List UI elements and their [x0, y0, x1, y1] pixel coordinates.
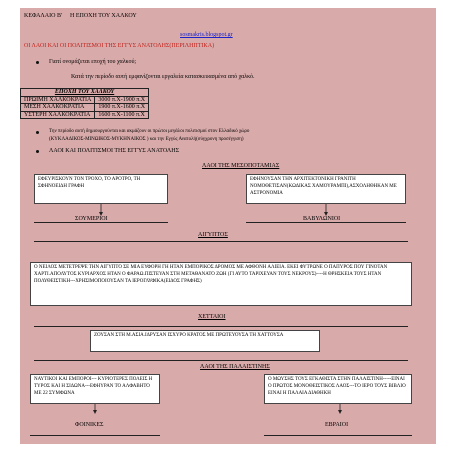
- sumerians-label: ΣΟΥΜΕΡΙΟΙ: [75, 216, 108, 222]
- egypt-box: Ο ΝΕΙΛΟΣ ΜΕΤΕΤΡΕΨΕ ΤΗΝ ΑΙΓΥΠΤΟ ΣΕ ΜΙΑ ΕΥΦΟΡΗ ΓΗ ΗΤΑΝ ΕΜΠΟΡΙΚΟΣ ΔΡΟΜΟΣ ΜΕ ΑΦΘΟΝΗ ΑΛΙΕΙΑ. ΕΚΕΙ ΦΥΤΡΩΝΕ Ο ΠΑΠΥΡΟΣ ΠΟΥ ΓΙΝΟΤΑΝ ΧΑΡΤΙ.ΑΠΟΛΥΤΟΣ ΚΥΡΙΑΡΧΟΣ ΗΤΑΝ Ο ΦΑΡΑΩ.ΠΙΣΤΕΥΑΝ ΣΤΗ ΜΕΤΑΘΑΝΑΤΟ ΖΩΗ (ΓΙ ΑΥΤΟ ΤΑΡΙΧΕΥΑΝ ΤΟΥΣ ΝΕΚΡΟΥΣ)----Η ΘΡΗΣΚΕΙΑ ΤΟΥΣ ΗΤΑΝ ΠΟΛΥΘΕΙΣΤΙΚΗ---ΧΡΗΣΙΜΟΠΟΙΟΥΣΑΝ ΤΑ ΙΕΡΟΓΛΥΦΙΚΑ(ΕΙΔΟΣ ΓΡΑΦΗΣ): [30, 262, 412, 306]
- era-range: 1900 π.Χ-1600 π.Χ: [95, 104, 149, 112]
- divider: [246, 222, 406, 223]
- era-table-heading: ΕΠΟΧΗ ΤΟΥ ΧΑΛΚΟΥ: [21, 89, 149, 97]
- civilizations-text-line1: Την περίοδο αυτή δημιουργούνται και ακμάζουν οι πρώτοι μεγάλοι πολιτισμοί στον Ελλαδικό χώρο: [49, 129, 250, 134]
- divider: [34, 326, 408, 327]
- babylonians-label: ΒΑΒΥΛΩΝΙΟΙ: [303, 216, 341, 222]
- divider: [34, 360, 408, 361]
- divider: [30, 435, 160, 436]
- hebrews-box: Ο ΜΩΥΣΗΣ ΤΟΥΣ ΕΓΚΑΘΙΣΤΑ ΣΤΗΝ ΠΑΛΑΙΣΤΙΝΗ-----ΕΙΝΑΙ Ο ΠΡΩΤΟΣ ΜΟΝΟΘΕΙΣΤΙΚΟΣ ΛΑΟΣ---ΤΟ ΙΕΡΟ ΤΟΥΣ ΒΙΒΛΙΟ ΕΙΝΑΙ Η ΠΑΛΑΙΑ ΔΙΑΘΗΚΗ: [264, 374, 412, 404]
- peoples-heading: ΛΑΟΙ ΚΑΙ ΠΟΛΙΤΙΣΜΟΙ ΤΗΣ ΕΓΓΥΣ ΑΝΑΤΟΛΗΣ: [49, 148, 180, 154]
- civilizations-text-line2: (ΚΥΚΛΑΔΙΚΟΣ-ΜΙΝΩΙΚΟΣ-ΜΥΚΗΝΑΙΚΟΣ ) και την Εγγύς Ανατολή(σύγχρονη προσέγγιση): [49, 137, 244, 142]
- section-title: ΟΙ ΛΑΟΙ ΚΑΙ ΟΙ ΠΟΛΙΤΙΣΜΟΙ ΤΗΣ ΕΓΓΥΣ ΑΝΑΤΟΛΗΣ(ΠΕΡΙΛΗΠΤΙΚΑ): [24, 43, 215, 49]
- era-name: ΠΡΩΙΜΗ ΧΑΛΚΟΚΡΑΤΙΑ: [21, 96, 95, 104]
- egypt-title: ΑΙΓΥΠΤΟΣ: [198, 232, 228, 238]
- sumerians-box: ΕΦΕΥΡΙΣΚΟΥΝ ΤΟΝ ΤΡΟΧΟ, ΤΟ ΑΡΟΤΡΟ, ΤΗ ΣΦΗΝΟΕΙΔΗ ΓΡΑΦΗ: [34, 174, 168, 204]
- site-link[interactable]: sosmakris.blogspot.gr: [180, 32, 233, 38]
- divider: [34, 241, 408, 242]
- intro-question: Γιατί ονομάζεται εποχή του χαλκού;: [49, 59, 137, 65]
- chapter-label: ΚΕΦΑΛΑΙΟ Β': [24, 13, 63, 19]
- hittites-box: ΖΟΥΣΑΝ ΣΤΗ Μ.ΑΣΙΑ.ΙΔΡΥΣΑΝ ΙΣΧΥΡΟ ΚΡΑΤΟΣ ΜΕ ΠΡΩΤΕΥΟΥΣΑ ΤΗ ΧΑΤΤΟΥΣΑ: [90, 330, 320, 352]
- divider: [264, 435, 412, 436]
- hittites-title: ΧΕΤΤΑΙΟΙ: [198, 314, 226, 320]
- divider: [34, 222, 168, 223]
- era-name: ΥΣΤΕΡΗ ΧΑΛΚΟΚΡΑΤΙΑ: [21, 111, 95, 119]
- era-range: 1600 π.Χ-1100 π.Χ: [95, 111, 149, 119]
- babylonians-box: ΕΦΗΝΟΥΣΑΝ ΤΗΝ ΑΡΧΙΤΕΚΤΟΝΙΚΗ ΓΡΑΝΙΤΗ ΝΟΜΟΘΕΤΙΣΑΝ(ΚΩΔΙΚΑΣ ΧΑΜΟΥΡΑΜΠΙ),ΑΣΧΟΛΗΘΗΚΑΝ ΜΕ ΑΣΤΡΟΝΟΜΙΑ: [246, 174, 406, 204]
- phoenicians-box: ΝΑΥΤΙΚΟΙ ΚΑΙ ΕΜΠΟΡΟΙ--- ΚΥΡΙΟΤΕΡΕΣ ΠΟΛΕΙΣ Η ΤΥΡΟΣ ΚΑΙ Η ΣΙΔΩΝΑ---ΕΦΗΥΡΑΝ ΤΟ ΑΛΦΑΒΗΤΟ ΜΕ 22 ΣΥΜΦΩΝΑ: [30, 374, 160, 404]
- era-name: ΜΕΣΗ ΧΑΛΚΟΚΡΑΤΙΑ: [21, 104, 95, 112]
- chapter-title: Η ΕΠΟΧΗ ΤΟΥ ΧΑΛΚΟΥ: [70, 13, 137, 19]
- palestine-title: ΛΑΟΙ ΤΗΣ ΠΑΛΑΙΣΤΙΝΗΣ: [200, 364, 270, 370]
- hebrews-label: ΕΒΡΑΙΟΙ: [325, 422, 349, 428]
- era-range: 3000 π.Χ-1900 π.Χ: [95, 96, 149, 104]
- document-page: [20, 8, 436, 444]
- intro-answer: Κατά την περίοδο αυτή εμφανίζονται εργαλεία κατασκευασμένα από χαλκό.: [71, 74, 255, 80]
- mesopotamia-title: ΛΑΟΙ ΤΗΣ ΜΕΣΟΠΟΤΑΜΙΑΣ: [202, 163, 280, 169]
- phoenicians-label: ΦΟΙΝΙΚΕΣ: [75, 422, 104, 428]
